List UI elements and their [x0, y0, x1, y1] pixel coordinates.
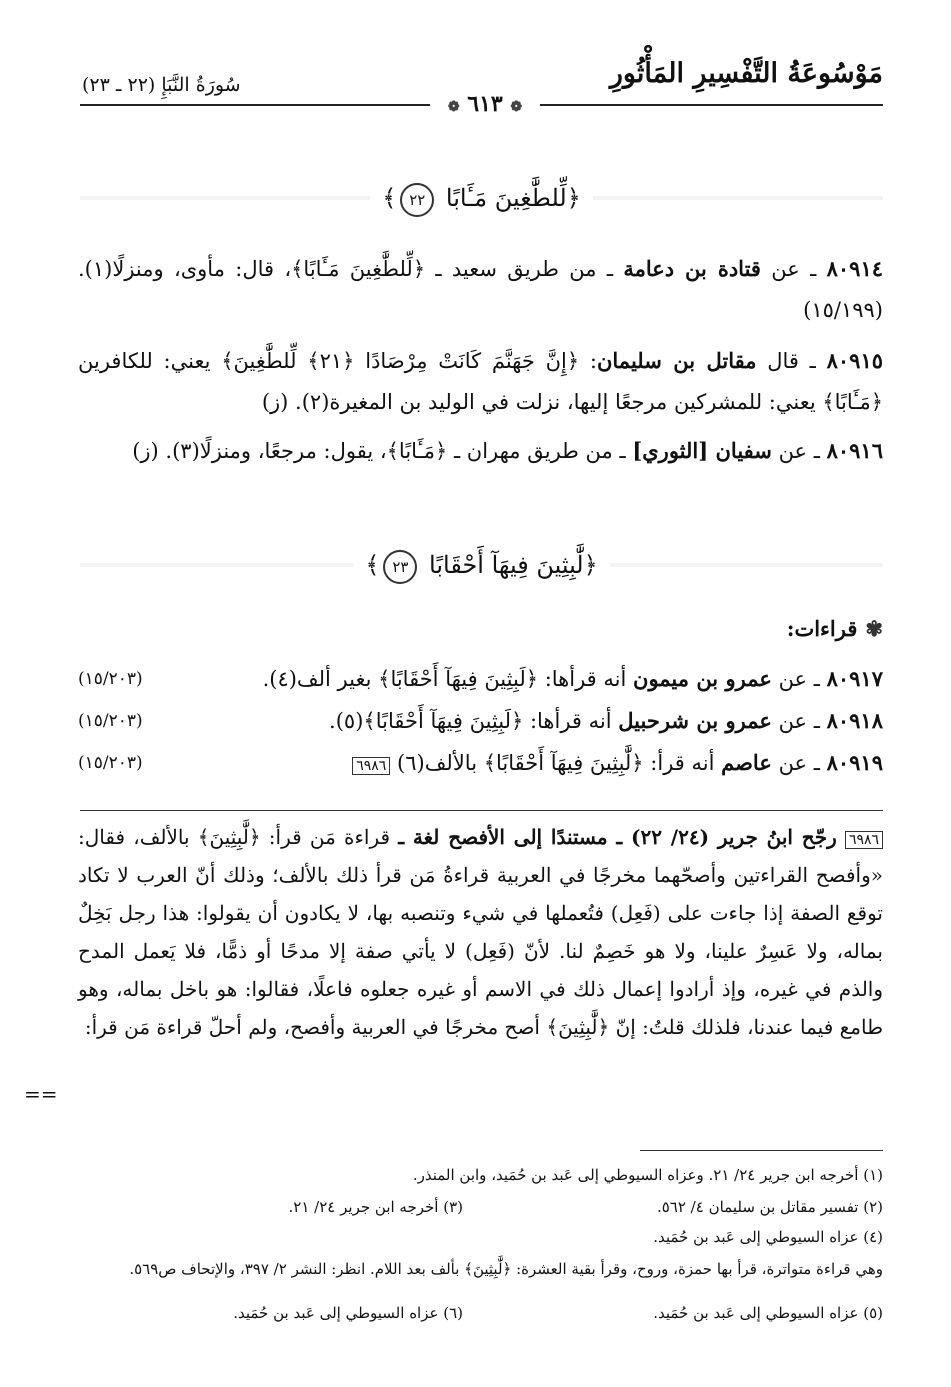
verse-text: ﴿لَّٰبِثِينَ فِيهَآ أَحْقَابًا [429, 551, 598, 579]
verse-header [80, 170, 883, 226]
footnote: (٢) تفسير مقاتل بن سليمان ٤/ ٥٦٢. [656, 1198, 883, 1216]
source-reference: (١٥/٢٠٣) [78, 753, 143, 773]
footnote: (١) أخرجه ابن جرير ٢٤/ ٢١. وعزاه السيوطي إلى عَبد بن حُمَيد، وابن المنذر. [412, 1166, 883, 1184]
running-surah: سُورَةُ النَّبَإِ (٢٢ ـ ٢٣) [82, 74, 241, 96]
commentary-lead: رجّح ابنُ جرير (٢٤/ ٢٢) ـ مستندًا إلى الأفصح لغة ـ [398, 825, 837, 849]
entry-prefix: ـ عن [778, 667, 820, 691]
entry-text: أنه قرأ: ﴿لَّٰبِثِينَ فِيهَآ أَحْقَابًا﴾ بالألف(٦) [397, 751, 715, 775]
narration-entry [78, 340, 883, 423]
entry-text: أنه قرأها: ﴿لَبِثِينَ فِيهَآ أَحْقَابًا﴾ بغير ألف(٤). [262, 667, 627, 691]
entry-number: ٨٠٩١٦ [826, 438, 883, 463]
narration-entry [78, 248, 883, 331]
verse-text-wrap [353, 551, 609, 579]
entry-number: ٨٠٩١٩ [826, 750, 883, 775]
entry-prefix: ـ عن [778, 439, 820, 463]
verse-text: ﴿لِّلطَّٰغِينَ مَـَٔابًا [445, 184, 581, 212]
narrator-name: عمرو بن شرحبيل [618, 708, 772, 733]
entry-text: : ﴿إِنَّ جَهَنَّمَ كَانَتْ مِرْصَادًا ﴿٢١﴾ لِّلطَّٰغِينَ﴾ يعني: للكافرين ﴿مَـَٔابًا﴾ يعني: للمشركين مرجعًا إليها، نزلت في الوليد بن المغيرة(٢). (ز) [78, 349, 883, 414]
narrator-name: قتادة بن دعامة [623, 256, 761, 281]
qiraat-heading-text: قراءات: [786, 616, 858, 641]
narrator-name: سفيان [الثوري] [632, 438, 772, 463]
qiraat-heading [787, 616, 883, 641]
footnote-continuation: وهي قراءة متواترة، قرأ بها حمزة، وروح، وقرأ بقية العشرة: ﴿لَّٰبِثِينَ﴾ بألف بعد اللام. انظر: النشر ٢/ ٣٩٧، والإتحاف ص٥٦٩. [129, 1260, 883, 1278]
entry-number: ٨٠٩١٥ [826, 348, 884, 373]
narrator-name: عمرو بن ميمون [633, 666, 772, 691]
verse-close: ﴾ [365, 551, 380, 579]
running-title: مَوْسُوعَةُ التَّفْسِيرِ المَأْثُورِ [609, 58, 883, 89]
entry-number: ٨٠٩١٧ [826, 666, 883, 691]
entry-text: أنه قرأها: ﴿لَبِثِينَ فِيهَآ أَحْقَابًا﴾(٥). [329, 709, 612, 733]
footnote: (٦) عزاه السيوطي إلى عَبد بن حُمَيد. [233, 1304, 463, 1322]
ornament-icon: ❁ [447, 99, 460, 115]
qiraah-entry [78, 660, 883, 698]
source-reference: (١٥/٢٠٣) [78, 711, 143, 731]
commentary-link-box[interactable]: ٦٩٨٦ [352, 757, 390, 775]
entry-number: ٨٠٩١٤ [826, 256, 884, 281]
verse-number: ٢٢ [400, 183, 434, 217]
entry-text: ـ من طريق مهران ـ ﴿مَـَٔابًا﴾، يقول: مرجعًا، ومنزلًا(٣). (ز) [132, 439, 626, 463]
qiraah-entry [78, 744, 883, 782]
entry-prefix: ـ عن [771, 257, 817, 281]
qiraah-entry [78, 702, 883, 740]
narrator-name: عاصم [721, 750, 772, 775]
entry-number: ٨٠٩١٨ [826, 708, 883, 733]
verse-close: ﴾ [382, 184, 397, 212]
narrator-name: مقاتل بن سليمان [596, 348, 757, 373]
entry-prefix: ـ عن [778, 751, 820, 775]
commentary-block [78, 818, 883, 1046]
verse-text-wrap [370, 184, 593, 212]
continuation-mark: == [24, 1082, 58, 1106]
source-reference: (١٥/٢٠٣) [78, 669, 143, 689]
entry-text: ـ من طريق سعيد ـ ﴿لِّلطَّٰغِينَ مَـَٔابًا﴾، قال: مأوى، ومنزلًا(١). (١٥/١٩٩) [78, 257, 883, 322]
page-number-text: ٦١٣ [467, 91, 503, 117]
commentary-number-box: ٦٩٨٦ [845, 831, 883, 849]
entry-prefix: ـ عن [778, 709, 820, 733]
footnote: (٣) أخرجه ابن جرير ٢٤/ ٢١. [288, 1198, 463, 1216]
ornament-icon: ❁ [510, 99, 523, 115]
verse-number: ٢٣ [383, 550, 417, 584]
footnote-rule [640, 1150, 883, 1151]
narration-entry [78, 430, 883, 472]
commentary-rule [80, 810, 883, 811]
page-number [430, 91, 540, 117]
verse-header [80, 537, 883, 593]
commentary-text: قراءة مَن قرأ: ﴿لَّٰبِثِينَ﴾ بالألف، فقال: «وأفصح القراءتين وأصحّهما مخرجًا في العربية قراءةُ مَن قرأ ذلك بالألف؛ وذلك أنّ العرب لا تكاد توقع الصفة إذا جاءت على (فَعِل) فتُعملها في شيء وتنصبه بها، لا يكادون أن يقولوا: هذا رجل بَخِلٌ بماله، ولا عَسِرٌ علينا، ولا هو خَصِمٌ لنا. لأنّ (فَعِل) لا يأتي صفة إلا مدحًا أو ذمًّا، فلا يَعمل المدح والذم في غيره، وإذ أرادوا إعمال ذلك في الاسم أو غيره جعلوه فاعلًا، فقالوا: هو باخل بماله، وهو طامع فيما عندنا، فلذلك قلتُ: إنّ ﴿لَّٰبِثِينَ﴾ أصح مخرجًا في العربية وأفصح، ولم أحلّ قراءة مَن قرأ: [78, 825, 883, 1039]
entry-prefix: ـ قال [767, 349, 816, 373]
flower-icon: ✾ [865, 616, 883, 641]
footnote: (٥) عزاه السيوطي إلى عَبد بن حُمَيد. [653, 1304, 883, 1322]
footnote: (٤) عزاه السيوطي إلى عَبد بن حُمَيد. [653, 1228, 883, 1246]
